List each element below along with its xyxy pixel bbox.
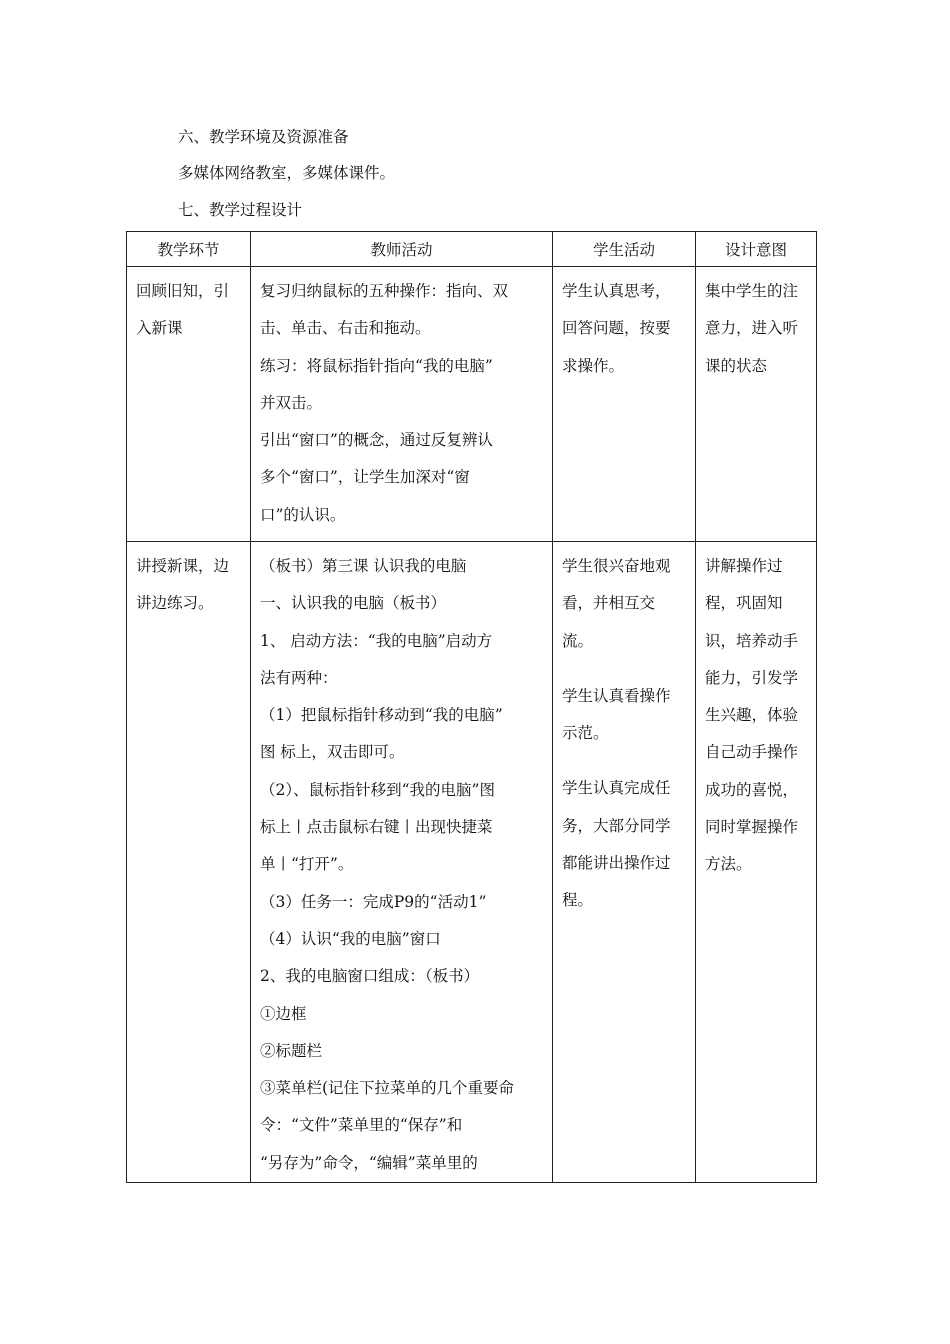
student-line: 务，大部分同学: [562, 816, 671, 835]
design-intent-cell: [696, 267, 817, 542]
intent-line: 意力，进入听: [705, 319, 799, 338]
section-6-body: 多媒体网络教室，多媒体课件。: [178, 164, 396, 182]
student-line: 示范。: [562, 724, 609, 743]
student-line: 求操作。: [562, 356, 625, 375]
teaching-process-table: [126, 231, 817, 1183]
stage-line: 讲边练习。: [136, 594, 214, 613]
teacher-line: “另存为”命令，“编辑”菜单里的: [260, 1153, 478, 1172]
teacher-line: （板书）第三课 认识我的电脑: [260, 557, 467, 575]
table-header-row: [127, 232, 817, 267]
teacher-line: 击、单击、右击和拖动。: [260, 319, 431, 338]
intent-line: 集中学生的注: [705, 282, 799, 300]
intent-line: 能力，引发学: [705, 668, 799, 687]
teacher-line: （1）把鼠标指针移动到“我的电脑”: [260, 706, 503, 725]
intent-line: 程，巩固知: [705, 594, 783, 613]
section-7-heading: 七、教学过程设计: [178, 201, 303, 219]
student-line: 都能讲出操作过: [562, 854, 671, 873]
table-row: [127, 267, 817, 542]
paragraph-gap: [562, 660, 687, 678]
student-activity-cell: [553, 267, 696, 542]
intent-line: 识，培养动手: [705, 631, 799, 650]
teacher-line: ③菜单栏(记住下拉菜单的几个重要命: [260, 1079, 515, 1098]
student-line: 学生很兴奋地观: [562, 557, 671, 575]
teacher-line: 令：“文件”菜单里的“保存”和: [260, 1116, 463, 1135]
stage-line: 回顾旧知，引: [136, 282, 230, 300]
header-teacher-activity: 教师活动: [251, 232, 553, 267]
stage-cell: [127, 267, 251, 542]
teacher-line: 标上丨点击鼠标右键丨出现快捷菜: [260, 818, 493, 837]
teacher-line: 复习归纳鼠标的五种操作：指向、双: [260, 282, 509, 300]
teacher-line: 口”的认识。: [260, 505, 346, 524]
student-line: 程。: [562, 891, 594, 910]
teacher-line: （2）、鼠标指针移到“我的电脑”图: [260, 780, 495, 799]
teacher-line: 图 标上，双击即可。: [260, 743, 405, 762]
teacher-line: 法有两种：: [260, 668, 338, 687]
teacher-line: 并双击。: [260, 393, 323, 412]
intent-line: 方法。: [705, 855, 752, 874]
header-student-activity: 学生活动: [553, 232, 696, 267]
teacher-line: （4）认识“我的电脑”窗口: [260, 929, 441, 948]
teacher-line: ①边框: [260, 1004, 307, 1023]
student-line: 学生认真看操作: [562, 686, 671, 705]
teacher-activity-cell: [251, 267, 553, 542]
teacher-line: 2、我的电脑窗口组成：（板书）: [260, 967, 480, 986]
teacher-activity-cell: [251, 542, 553, 1183]
teacher-line: （3）任务一：完成P9的“活动1”: [260, 892, 487, 911]
intent-line: 讲解操作过: [705, 557, 783, 575]
intent-line: 课的状态: [705, 356, 768, 375]
stage-line: 入新课: [136, 319, 183, 338]
teacher-line: 引出“窗口”的概念，通过反复辨认: [260, 431, 493, 450]
stage-cell: [127, 542, 251, 1183]
student-line: 看，并相互交: [562, 594, 656, 613]
paragraph-gap: [562, 752, 687, 770]
intent-line: 成功的喜悦，: [705, 780, 799, 799]
teacher-line: ②标题栏: [260, 1041, 323, 1060]
student-line: 学生认真完成任: [562, 779, 671, 798]
intent-line: 自己动手操作: [705, 743, 799, 762]
stage-line: 讲授新课，边: [136, 557, 230, 575]
section-6-heading: 六、教学环境及资源准备: [178, 128, 349, 146]
student-activity-cell: [553, 542, 696, 1183]
design-intent-cell: [696, 542, 817, 1183]
teacher-line: 练习：将鼠标指针指向“我的电脑”: [260, 356, 493, 375]
header-design-intent: 设计意图: [696, 232, 817, 267]
teacher-line: 1、 启动方法：“我的电脑”启动方: [260, 631, 493, 650]
header-stage: 教学环节: [127, 232, 251, 267]
intent-line: 同时掌握操作: [705, 818, 799, 837]
teacher-line: 一、认识我的电脑（板书）: [260, 594, 447, 613]
intent-line: 生兴趣，体验: [705, 706, 799, 725]
student-line: 流。: [562, 631, 594, 650]
table-row: [127, 542, 817, 1183]
teacher-line: 多个“窗口”，让学生加深对“窗: [260, 468, 470, 487]
teacher-line: 单丨“打开”。: [260, 855, 354, 874]
student-line: 回答问题，按要: [562, 319, 671, 338]
student-line: 学生认真思考，: [562, 282, 671, 300]
